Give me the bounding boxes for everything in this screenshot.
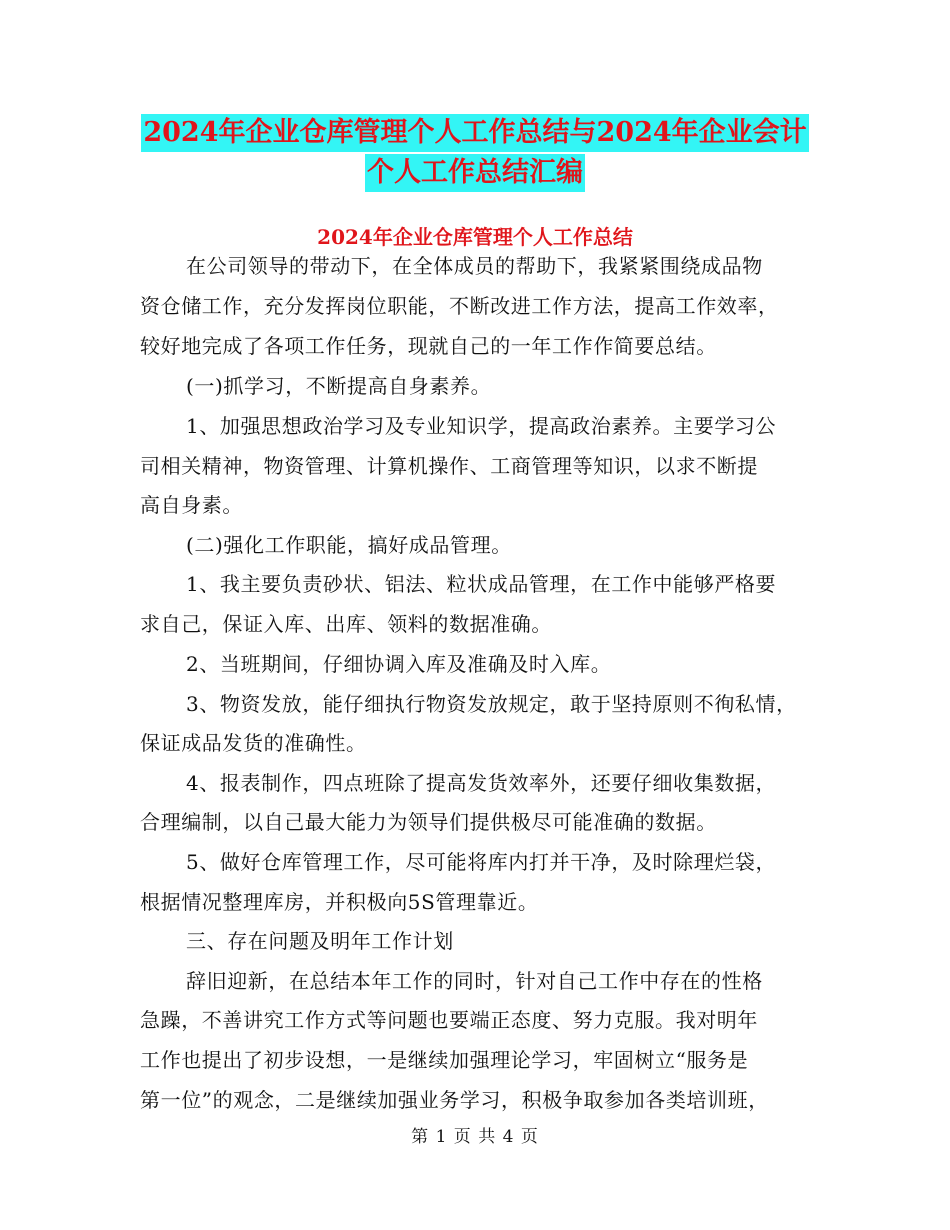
body-line: 1、我主要负责砂状、铝法、粒状成品管理，在工作中能够严格要	[186, 572, 777, 596]
body-line: (一)抓学习，不断提高自身素养。	[186, 374, 492, 398]
body-line: 高自身素。	[140, 493, 243, 517]
body-line: 急躁，不善讲究工作方式等问题也要端正态度、努力克服。我对明年	[140, 1008, 758, 1032]
page-footer: 第 1 页 共 4 页	[411, 1127, 539, 1147]
body-line: 第一位”的观念，二是继续加强业务学习，积极争取参加各类培训班，	[140, 1088, 769, 1112]
body-line: 三、存在问题及明年工作计划	[186, 929, 454, 953]
body-line: 保证成品发货的准确性。	[140, 731, 367, 755]
body-line: 3、物资发放，能仔细执行物资发放规定，敢于坚持原则不徇私情，	[186, 692, 797, 716]
body-line: 4、报表制作，四点班除了提高发货效率外，还要仔细收集数据，	[186, 771, 777, 795]
body-line: 辞旧迎新，在总结本年工作的同时，针对自己工作中存在的性格	[186, 969, 763, 993]
body-line: 根据情况整理库房，并积极向5S管理靠近。	[140, 890, 539, 914]
body-line: 合理编制，以自己最大能力为领导们提供极尽可能准确的数据。	[140, 810, 717, 834]
body-line: 资仓储工作，充分发挥岗位职能，不断改进工作方法，提高工作效率，	[140, 294, 779, 318]
body-line: 1、加强思想政治学习及专业知识学，提高政治素养。主要学习公	[186, 414, 777, 438]
body-line: 5、做好仓库管理工作，尽可能将库内打并干净，及时除理烂袋，	[186, 850, 777, 874]
document-title-line-1-wrap	[0, 114, 950, 152]
body-line: 司相关精神，物资管理、计算机操作、工商管理等知识，以求不断提	[140, 454, 758, 478]
body-line: 求自己，保证入库、出库、领料的数据准确。	[140, 612, 552, 636]
section-title: 2024年企业仓库管理个人工作总结	[317, 225, 633, 249]
document-title-line-1: 2024年企业仓库管理个人工作总结与2024年企业会计	[141, 114, 808, 152]
body-line: (二)强化工作职能，搞好成品管理。	[186, 533, 512, 557]
body-line: 工作也提出了初步设想，一是继续加强理论学习，牢固树立“服务是	[140, 1048, 749, 1072]
document-title-line-2-wrap	[0, 154, 950, 192]
body-line: 在公司领导的带动下，在全体成员的帮助下，我紧紧围绕成品物	[186, 254, 763, 278]
body-line: 2、当班期间，仔细协调入库及准确及时入库。	[186, 652, 612, 676]
body-line: 较好地完成了各项工作任务，现就自己的一年工作作简要总结。	[140, 334, 717, 358]
document-title-line-2: 个人工作总结汇编	[365, 154, 585, 192]
